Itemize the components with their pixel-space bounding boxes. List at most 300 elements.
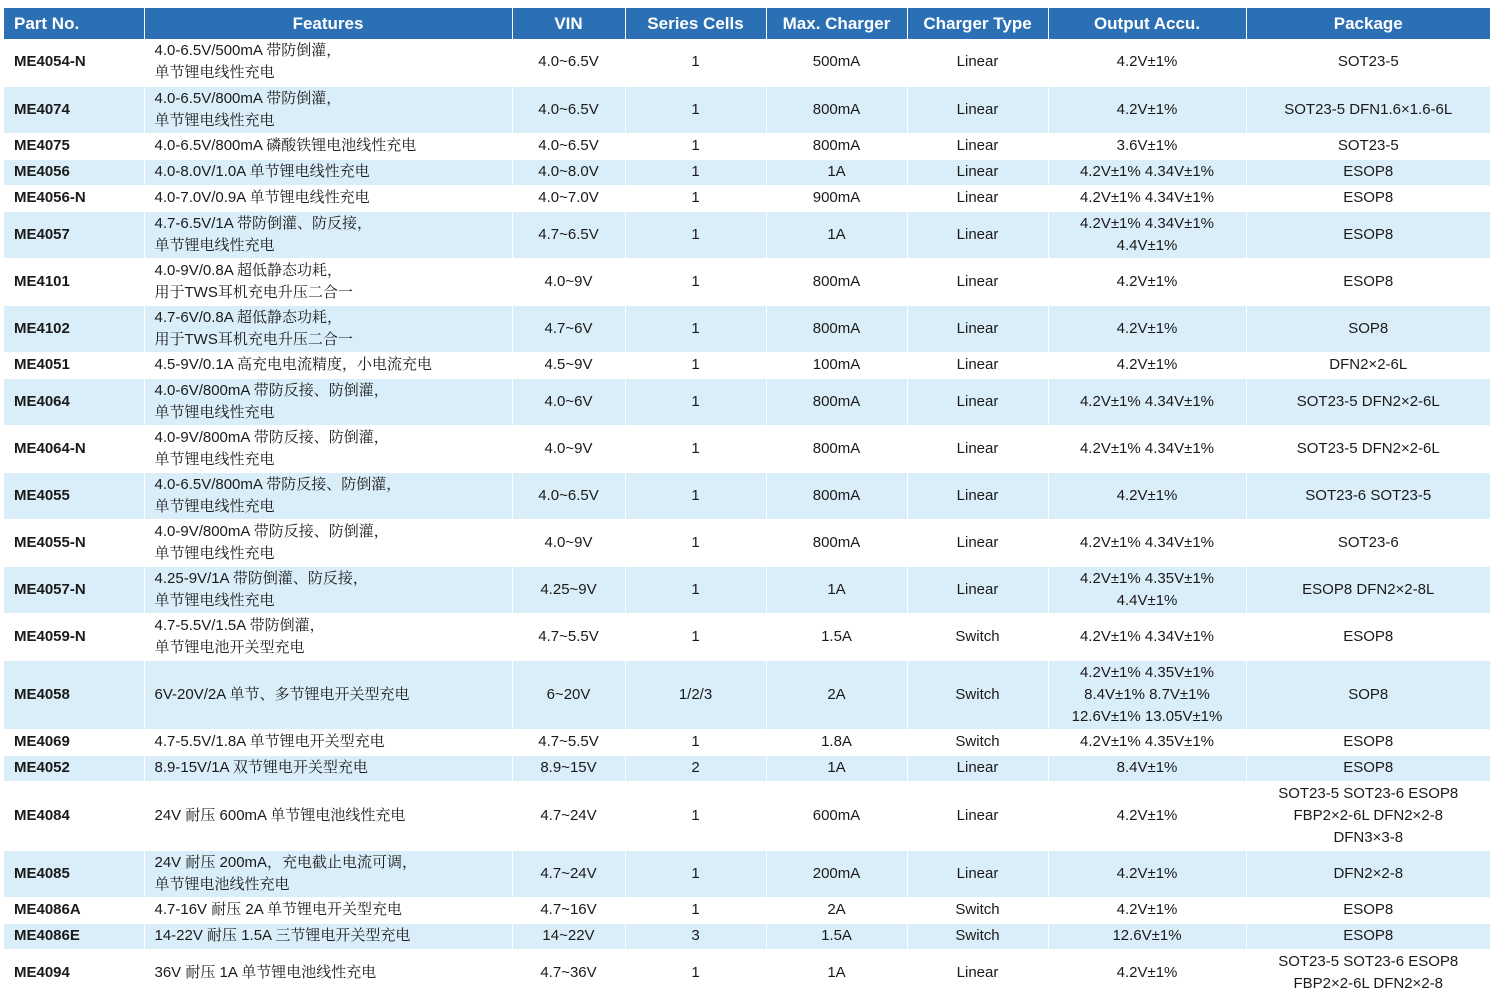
charger-type-cell: Linear xyxy=(907,472,1048,519)
charger-type-cell: Switch xyxy=(907,923,1048,949)
output-accu-cell-line: 4.2V±1% 4.35V±1% xyxy=(1079,733,1215,750)
charger-type-cell: Linear xyxy=(907,949,1048,996)
charger-type-cell: Linear xyxy=(907,39,1048,86)
max-charger-cell: 500mA xyxy=(766,39,907,86)
series-cells-cell: 1 xyxy=(625,185,766,211)
charger-table xyxy=(4,8,1490,997)
vin-cell: 4.7~5.5V xyxy=(512,613,625,660)
max-charger-cell: 800mA xyxy=(766,258,907,305)
col-header-vin: VIN xyxy=(512,8,625,39)
package-cell xyxy=(1246,159,1490,185)
output-accu-cell-line: 4.2V±1% xyxy=(1116,53,1178,71)
vin-cell: 14~22V xyxy=(512,923,625,949)
series-cells-cell: 1 xyxy=(625,211,766,258)
package-cell xyxy=(1246,781,1490,850)
table-row xyxy=(4,133,1490,159)
part-no-cell: ME4058 xyxy=(4,660,144,729)
features-cell-line: 单节锂电线性充电 xyxy=(154,64,275,82)
series-cells-cell: 1 xyxy=(625,519,766,566)
max-charger-cell: 800mA xyxy=(766,305,907,352)
charger-type-cell: Linear xyxy=(907,86,1048,133)
series-cells-cell: 1/2/3 xyxy=(625,660,766,729)
table-row xyxy=(4,86,1490,133)
features-cell xyxy=(144,425,512,472)
charger-type-cell: Switch xyxy=(907,613,1048,660)
output-accu-cell xyxy=(1048,897,1246,923)
table-row xyxy=(4,923,1490,949)
table-row xyxy=(4,352,1490,378)
charger-type-cell: Linear xyxy=(907,352,1048,378)
output-accu-cell-line: 4.2V±1% 4.34V±1% xyxy=(1079,533,1215,551)
charger-type-cell: Linear xyxy=(907,566,1048,613)
output-accu-cell xyxy=(1048,425,1246,472)
output-accu-cell xyxy=(1048,185,1246,211)
vin-cell: 4.7~24V xyxy=(512,850,625,897)
part-no-cell: ME4059-N xyxy=(4,613,144,660)
part-no-cell: ME4052 xyxy=(4,755,144,781)
vin-cell: 4.0~6.5V xyxy=(512,133,625,159)
max-charger-cell: 800mA xyxy=(766,86,907,133)
package-cell xyxy=(1246,133,1490,159)
features-cell xyxy=(144,949,512,996)
package-cell xyxy=(1246,613,1490,660)
features-cell-line: 14-22V 耐压 1.5A 三节锂电开关型充电 xyxy=(154,927,411,944)
features-cell xyxy=(144,850,512,897)
vin-cell: 4.0~8.0V xyxy=(512,159,625,185)
part-no-cell: ME4094 xyxy=(4,949,144,996)
features-cell-line: 单节锂电线性充电 xyxy=(154,236,275,254)
series-cells-cell: 2 xyxy=(625,755,766,781)
features-cell-line: 4.0-9V/0.8A 超低静态功耗， xyxy=(154,261,343,279)
package-cell-line: ESOP8 xyxy=(1343,759,1394,776)
series-cells-cell: 1 xyxy=(625,159,766,185)
features-cell xyxy=(144,519,512,566)
package-cell xyxy=(1246,729,1490,755)
vin-cell: 4.0~6V xyxy=(512,378,625,425)
table-row xyxy=(4,660,1490,729)
features-cell-line: 4.7-16V 耐压 2A 单节锂电开关型充电 xyxy=(154,901,403,918)
package-cell xyxy=(1246,897,1490,923)
features-cell xyxy=(144,352,512,378)
col-header-features: Features xyxy=(144,8,512,39)
features-cell-line: 单节锂电线性充电 xyxy=(154,591,275,609)
charger-type-cell: Switch xyxy=(907,660,1048,729)
vin-cell: 4.0~6.5V xyxy=(512,472,625,519)
vin-cell: 4.7~16V xyxy=(512,897,625,923)
max-charger-cell: 1A xyxy=(766,949,907,996)
table-row xyxy=(4,613,1490,660)
vin-cell: 4.25~9V xyxy=(512,566,625,613)
features-cell xyxy=(144,660,512,729)
vin-cell: 4.7~6.5V xyxy=(512,211,625,258)
col-header-series-cells: Series Cells xyxy=(625,8,766,39)
vin-cell: 4.7~24V xyxy=(512,781,625,850)
vin-cell: 6~20V xyxy=(512,660,625,729)
features-cell-line: 单节锂电池开关型充电 xyxy=(154,638,305,656)
package-cell-line: ESOP8 xyxy=(1343,901,1394,918)
output-accu-cell xyxy=(1048,566,1246,613)
features-cell xyxy=(144,39,512,86)
output-accu-cell xyxy=(1048,660,1246,729)
charger-type-cell: Linear xyxy=(907,133,1048,159)
vin-cell: 4.0~7.0V xyxy=(512,185,625,211)
package-cell-line: SOT23-5 DFN1.6×1.6-6L xyxy=(1284,100,1453,118)
package-cell xyxy=(1246,211,1490,258)
max-charger-cell: 800mA xyxy=(766,519,907,566)
output-accu-cell-line: 12.6V±1% xyxy=(1112,927,1182,944)
features-cell-line: 4.0-6.5V/800mA 磷酸铁锂电池线性充电 xyxy=(154,137,417,154)
table-row xyxy=(4,378,1490,425)
part-no-cell: ME4055 xyxy=(4,472,144,519)
table-body xyxy=(4,39,1490,996)
table-row xyxy=(4,305,1490,352)
part-no-cell: ME4101 xyxy=(4,258,144,305)
col-header-part-no: Part No. xyxy=(4,8,144,39)
package-cell-line: ESOP8 xyxy=(1343,163,1394,180)
output-accu-cell-line: 4.4V±1% xyxy=(1116,591,1178,609)
output-accu-cell-line: 4.2V±1% xyxy=(1116,806,1178,824)
package-cell xyxy=(1246,949,1490,996)
features-cell xyxy=(144,613,512,660)
series-cells-cell: 3 xyxy=(625,923,766,949)
max-charger-cell: 1.8A xyxy=(766,729,907,755)
table-row xyxy=(4,949,1490,996)
output-accu-cell xyxy=(1048,781,1246,850)
output-accu-cell-line: 4.2V±1% xyxy=(1116,486,1178,504)
charger-type-cell: Linear xyxy=(907,781,1048,850)
features-cell-line: 24V 耐压 200mA，充电截止电流可调， xyxy=(154,853,418,871)
features-cell xyxy=(144,897,512,923)
table-row xyxy=(4,566,1490,613)
package-cell xyxy=(1246,425,1490,472)
vin-cell: 4.0~9V xyxy=(512,519,625,566)
charger-type-cell: Linear xyxy=(907,185,1048,211)
vin-cell: 4.7~36V xyxy=(512,949,625,996)
charger-type-cell: Linear xyxy=(907,159,1048,185)
features-cell xyxy=(144,781,512,850)
table-header xyxy=(4,8,1490,39)
features-cell-line: 4.7-6V/0.8A 超低静态功耗， xyxy=(154,308,343,326)
package-cell-line: SOT23-5 DFN2×2-6L xyxy=(1296,439,1440,457)
output-accu-cell-line: 3.6V±1% xyxy=(1116,137,1178,154)
max-charger-cell: 800mA xyxy=(766,425,907,472)
features-cell-line: 4.25-9V/1A 带防倒灌、防反接， xyxy=(154,569,368,587)
features-cell xyxy=(144,378,512,425)
part-no-cell: ME4069 xyxy=(4,729,144,755)
package-cell xyxy=(1246,566,1490,613)
table-row xyxy=(4,258,1490,305)
package-cell-line: SOT23-6 SOT23-5 xyxy=(1305,486,1432,504)
part-no-cell: ME4074 xyxy=(4,86,144,133)
output-accu-cell xyxy=(1048,729,1246,755)
output-accu-cell xyxy=(1048,86,1246,133)
series-cells-cell: 1 xyxy=(625,378,766,425)
part-no-cell: ME4055-N xyxy=(4,519,144,566)
features-cell-line: 4.0-9V/800mA 带防反接、防倒灌， xyxy=(154,522,389,540)
part-no-cell: ME4051 xyxy=(4,352,144,378)
part-no-cell: ME4064 xyxy=(4,378,144,425)
max-charger-cell: 1A xyxy=(766,755,907,781)
features-cell-line: 36V 耐压 1A 单节锂电池线性充电 xyxy=(154,963,377,981)
features-cell-line: 8.9-15V/1A 双节锂电开关型充电 xyxy=(154,759,368,776)
table-row xyxy=(4,472,1490,519)
max-charger-cell: 800mA xyxy=(766,378,907,425)
max-charger-cell: 800mA xyxy=(766,472,907,519)
charger-type-cell: Linear xyxy=(907,258,1048,305)
table-row xyxy=(4,39,1490,86)
output-accu-cell-line: 4.2V±1% xyxy=(1116,319,1178,337)
features-cell-line: 4.7-5.5V/1.5A 带防倒灌， xyxy=(154,616,325,634)
series-cells-cell: 1 xyxy=(625,897,766,923)
package-cell xyxy=(1246,352,1490,378)
series-cells-cell: 1 xyxy=(625,425,766,472)
features-cell-line: 4.5-9V/0.1A 高充电电流精度，小电流充电 xyxy=(154,356,433,373)
charger-type-cell: Linear xyxy=(907,519,1048,566)
series-cells-cell: 1 xyxy=(625,850,766,897)
table-row xyxy=(4,211,1490,258)
table-row xyxy=(4,185,1490,211)
features-cell-line: 4.0-8.0V/1.0A 单节锂电线性充电 xyxy=(154,163,370,180)
package-cell xyxy=(1246,258,1490,305)
output-accu-cell xyxy=(1048,305,1246,352)
package-cell xyxy=(1246,923,1490,949)
output-accu-cell-line: 4.2V±1% 4.34V±1% xyxy=(1079,163,1215,180)
part-no-cell: ME4084 xyxy=(4,781,144,850)
table-row xyxy=(4,755,1490,781)
max-charger-cell: 900mA xyxy=(766,185,907,211)
features-cell-line: 单节锂电线性充电 xyxy=(154,497,275,515)
package-cell-line: DFN2×2-6L xyxy=(1329,356,1408,373)
series-cells-cell: 1 xyxy=(625,39,766,86)
package-cell xyxy=(1246,39,1490,86)
features-cell xyxy=(144,566,512,613)
features-cell-line: 单节锂电线性充电 xyxy=(154,450,275,468)
max-charger-cell: 1.5A xyxy=(766,923,907,949)
part-no-cell: ME4086E xyxy=(4,923,144,949)
vin-cell: 4.5~9V xyxy=(512,352,625,378)
output-accu-cell xyxy=(1048,519,1246,566)
series-cells-cell: 1 xyxy=(625,472,766,519)
features-cell xyxy=(144,755,512,781)
package-cell xyxy=(1246,660,1490,729)
max-charger-cell: 600mA xyxy=(766,781,907,850)
output-accu-cell xyxy=(1048,923,1246,949)
part-no-cell: ME4085 xyxy=(4,850,144,897)
series-cells-cell: 1 xyxy=(625,352,766,378)
series-cells-cell: 1 xyxy=(625,86,766,133)
max-charger-cell: 800mA xyxy=(766,133,907,159)
output-accu-cell xyxy=(1048,39,1246,86)
output-accu-cell xyxy=(1048,378,1246,425)
features-cell xyxy=(144,472,512,519)
package-cell xyxy=(1246,305,1490,352)
package-cell-line: ESOP8 xyxy=(1343,225,1394,243)
table-row xyxy=(4,850,1490,897)
max-charger-cell: 1A xyxy=(766,159,907,185)
features-cell-line: 4.0-6V/800mA 带防反接、防倒灌， xyxy=(154,381,389,399)
charger-type-cell: Linear xyxy=(907,378,1048,425)
features-cell-line: 用于TWS耳机充电升压二合一 xyxy=(154,330,353,348)
part-no-cell: ME4075 xyxy=(4,133,144,159)
package-cell xyxy=(1246,185,1490,211)
table-row xyxy=(4,425,1490,472)
package-cell xyxy=(1246,755,1490,781)
max-charger-cell: 1A xyxy=(766,211,907,258)
output-accu-cell xyxy=(1048,133,1246,159)
features-cell-line: 24V 耐压 600mA 单节锂电池线性充电 xyxy=(154,806,406,824)
output-accu-cell-line: 4.4V±1% xyxy=(1116,236,1178,254)
features-cell-line: 6V-20V/2A 单节、多节锂电开关型充电 xyxy=(154,685,410,703)
col-header-output-accu: Output Accu. xyxy=(1048,8,1246,39)
max-charger-cell: 2A xyxy=(766,897,907,923)
col-header-package: Package xyxy=(1246,8,1490,39)
output-accu-cell-line: 4.2V±1% 4.34V±1% xyxy=(1079,627,1215,645)
max-charger-cell: 2A xyxy=(766,660,907,729)
output-accu-cell xyxy=(1048,352,1246,378)
vin-cell: 4.7~5.5V xyxy=(512,729,625,755)
col-header-max-charger: Max. Charger xyxy=(766,8,907,39)
output-accu-cell xyxy=(1048,755,1246,781)
series-cells-cell: 1 xyxy=(625,258,766,305)
features-cell xyxy=(144,923,512,949)
package-cell-line: ESOP8 xyxy=(1343,733,1394,750)
package-cell xyxy=(1246,519,1490,566)
features-cell-line: 用于TWS耳机充电升压二合一 xyxy=(154,283,353,301)
output-accu-cell-line: 4.2V±1% xyxy=(1116,963,1178,981)
output-accu-cell-line: 4.2V±1% xyxy=(1116,864,1178,882)
table-row xyxy=(4,897,1490,923)
charger-type-cell: Linear xyxy=(907,305,1048,352)
package-cell xyxy=(1246,472,1490,519)
features-cell xyxy=(144,305,512,352)
features-cell xyxy=(144,159,512,185)
package-cell-line: SOT23-5 DFN2×2-6L xyxy=(1296,392,1440,410)
output-accu-cell-line: 12.6V±1% 13.05V±1% xyxy=(1071,707,1223,725)
features-cell xyxy=(144,86,512,133)
package-cell-line: SOT23-5 SOT23-6 ESOP8 xyxy=(1278,784,1459,802)
features-cell xyxy=(144,133,512,159)
series-cells-cell: 1 xyxy=(625,305,766,352)
package-cell-line: DFN3×3-8 xyxy=(1333,828,1404,846)
features-cell xyxy=(144,258,512,305)
package-cell-line: FBP2×2-6L DFN2×2-8 xyxy=(1293,974,1444,992)
charger-type-cell: Switch xyxy=(907,897,1048,923)
output-accu-cell-line: 4.2V±1% xyxy=(1116,901,1178,918)
charger-type-cell: Linear xyxy=(907,425,1048,472)
features-cell-line: 4.7-5.5V/1.8A 单节锂电开关型充电 xyxy=(154,733,385,750)
series-cells-cell: 1 xyxy=(625,781,766,850)
part-no-cell: ME4086A xyxy=(4,897,144,923)
part-no-cell: ME4057-N xyxy=(4,566,144,613)
table-row xyxy=(4,729,1490,755)
table-row xyxy=(4,781,1490,850)
output-accu-cell-line: 4.2V±1% 4.34V±1% xyxy=(1079,214,1215,232)
package-cell-line: SOP8 xyxy=(1348,685,1389,703)
output-accu-cell-line: 4.2V±1% 4.34V±1% xyxy=(1079,392,1215,410)
max-charger-cell: 100mA xyxy=(766,352,907,378)
part-no-cell: ME4057 xyxy=(4,211,144,258)
package-cell-line: SOP8 xyxy=(1348,319,1389,337)
output-accu-cell-line: 4.2V±1% xyxy=(1116,100,1178,118)
vin-cell: 8.9~15V xyxy=(512,755,625,781)
features-cell-line: 4.0-6.5V/500mA 带防倒灌， xyxy=(154,42,342,60)
package-cell-line: DFN2×2-8 xyxy=(1333,864,1404,882)
series-cells-cell: 1 xyxy=(625,133,766,159)
package-cell-line: SOT23-6 xyxy=(1337,533,1399,551)
package-cell-line: ESOP8 xyxy=(1343,189,1394,206)
package-cell-line: SOT23-5 xyxy=(1337,53,1399,71)
package-cell xyxy=(1246,850,1490,897)
output-accu-cell xyxy=(1048,211,1246,258)
features-cell-line: 单节锂电池线性充电 xyxy=(154,875,290,893)
max-charger-cell: 200mA xyxy=(766,850,907,897)
output-accu-cell xyxy=(1048,159,1246,185)
charger-type-cell: Linear xyxy=(907,755,1048,781)
features-cell-line: 4.0-6.5V/800mA 带防倒灌， xyxy=(154,89,342,107)
package-cell-line: ESOP8 xyxy=(1343,627,1394,645)
package-cell-line: SOT23-5 SOT23-6 ESOP8 xyxy=(1278,952,1459,970)
series-cells-cell: 1 xyxy=(625,949,766,996)
vin-cell: 4.0~9V xyxy=(512,425,625,472)
features-cell xyxy=(144,211,512,258)
charger-type-cell: Linear xyxy=(907,850,1048,897)
vin-cell: 4.0~6.5V xyxy=(512,39,625,86)
table-row xyxy=(4,519,1490,566)
output-accu-cell-line: 4.2V±1% 4.34V±1% xyxy=(1079,189,1215,206)
output-accu-cell-line: 4.2V±1% xyxy=(1116,272,1178,290)
output-accu-cell-line: 4.2V±1% 4.35V±1% xyxy=(1079,569,1215,587)
part-no-cell: ME4056-N xyxy=(4,185,144,211)
package-cell-line: ESOP8 xyxy=(1343,927,1394,944)
features-cell-line: 单节锂电线性充电 xyxy=(154,403,275,421)
output-accu-cell-line: 8.4V±1% xyxy=(1116,759,1178,776)
charger-type-cell: Linear xyxy=(907,211,1048,258)
max-charger-cell: 1.5A xyxy=(766,613,907,660)
part-no-cell: ME4054-N xyxy=(4,39,144,86)
features-cell-line: 单节锂电线性充电 xyxy=(154,544,275,562)
features-cell-line: 4.0-7.0V/0.9A 单节锂电线性充电 xyxy=(154,189,370,206)
features-cell-line: 单节锂电线性充电 xyxy=(154,111,275,129)
vin-cell: 4.7~6V xyxy=(512,305,625,352)
series-cells-cell: 1 xyxy=(625,613,766,660)
table-row xyxy=(4,159,1490,185)
output-accu-cell xyxy=(1048,613,1246,660)
series-cells-cell: 1 xyxy=(625,729,766,755)
vin-cell: 4.0~6.5V xyxy=(512,86,625,133)
vin-cell: 4.0~9V xyxy=(512,258,625,305)
output-accu-cell xyxy=(1048,258,1246,305)
features-cell-line: 4.0-9V/800mA 带防反接、防倒灌， xyxy=(154,428,389,446)
header-row xyxy=(4,8,1490,39)
part-no-cell: ME4056 xyxy=(4,159,144,185)
max-charger-cell: 1A xyxy=(766,566,907,613)
output-accu-cell-line: 4.2V±1% 4.35V±1% xyxy=(1079,663,1215,681)
charger-type-cell: Switch xyxy=(907,729,1048,755)
part-no-cell: ME4102 xyxy=(4,305,144,352)
package-cell-line: SOT23-5 xyxy=(1337,137,1399,154)
output-accu-cell-line: 4.2V±1% xyxy=(1116,356,1178,373)
package-cell xyxy=(1246,378,1490,425)
package-cell-line: FBP2×2-6L DFN2×2-8 xyxy=(1293,806,1444,824)
package-cell-line: ESOP8 DFN2×2-8L xyxy=(1302,580,1435,598)
features-cell xyxy=(144,185,512,211)
package-cell xyxy=(1246,86,1490,133)
output-accu-cell-line: 8.4V±1% 8.7V±1% xyxy=(1084,685,1210,703)
features-cell-line: 4.7-6.5V/1A 带防倒灌、防反接， xyxy=(154,214,373,232)
output-accu-cell xyxy=(1048,949,1246,996)
output-accu-cell xyxy=(1048,850,1246,897)
output-accu-cell xyxy=(1048,472,1246,519)
